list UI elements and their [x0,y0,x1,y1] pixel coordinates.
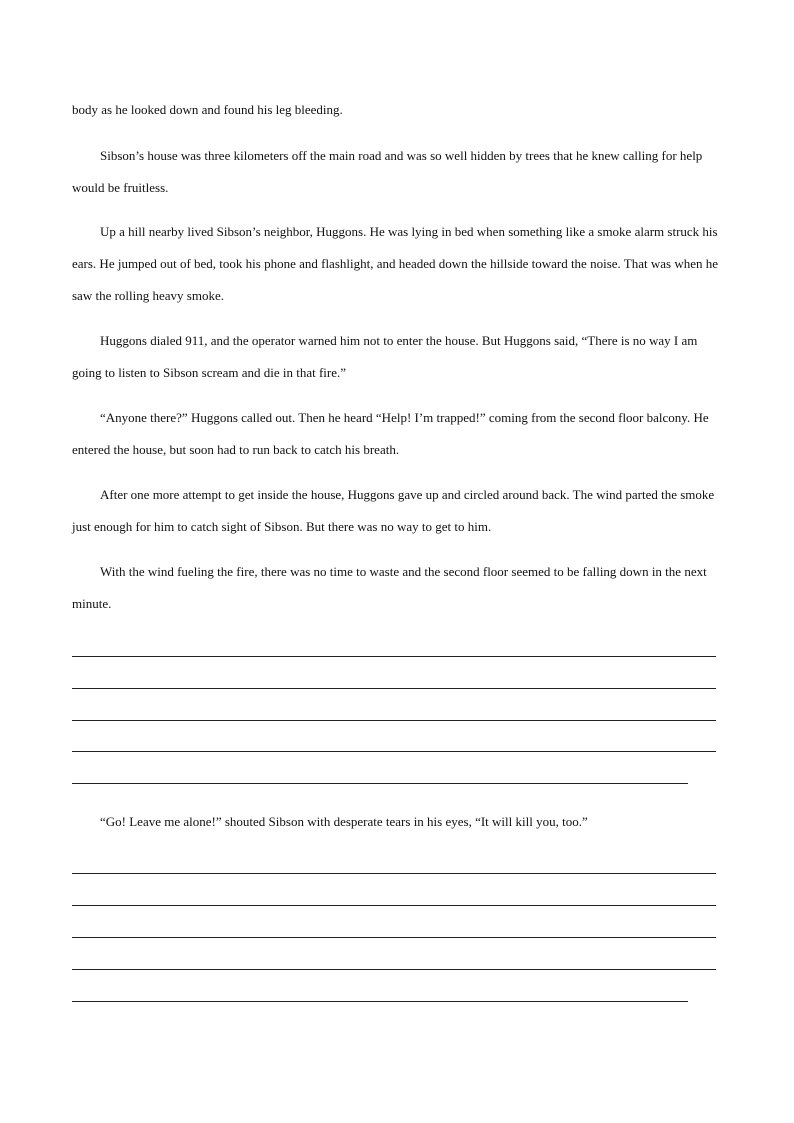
paragraph-7: With the wind fueling the fire, there was no time to waste and the second floor seemed to be falling down in the next minute. [72,564,707,611]
writing-line[interactable] [72,905,716,906]
writing-line[interactable] [72,783,688,784]
writing-line[interactable] [72,720,716,721]
paragraph-3: Up a hill nearby lived Sibson’s neighbor, Huggons. He was lying in bed when something like a smoke alarm struck his ears. He jumped out of bed, took his phone and flashlight, and headed down the hillside toward the noise. That was when he saw the rolling heavy smoke. [72,224,719,303]
writing-line[interactable] [72,751,716,752]
paragraph-1: body as he looked down and found his leg bleeding. [72,102,343,117]
writing-line[interactable] [72,969,716,970]
writing-line[interactable] [72,1001,688,1002]
paragraph-8: “Go! Leave me alone!” shouted Sibson with desperate tears in his eyes, “It will kill you, too.” [100,814,588,829]
writing-line[interactable] [72,873,716,874]
writing-line[interactable] [72,688,716,689]
paragraph-2: Sibson’s house was three kilometers off the main road and was so well hidden by trees that he knew calling for help would be fruitless. [72,148,703,195]
paragraph-4: Huggons dialed 911, and the operator warned him not to enter the house. But Huggons said, “There is no way I am going to listen to Sibson scream and die in that fire.” [72,333,698,380]
paragraph-5: “Anyone there?” Huggons called out. Then he heard “Help! I’m trapped!” coming from the second floor balcony. He entered the house, but soon had to run back to catch his breath. [72,410,709,457]
writing-line[interactable] [72,656,716,657]
writing-line[interactable] [72,937,716,938]
paragraph-6: After one more attempt to get inside the house, Huggons gave up and circled around back. The wind parted the smoke just enough for him to catch sight of Sibson. But there was no way to get to him. [72,487,715,534]
